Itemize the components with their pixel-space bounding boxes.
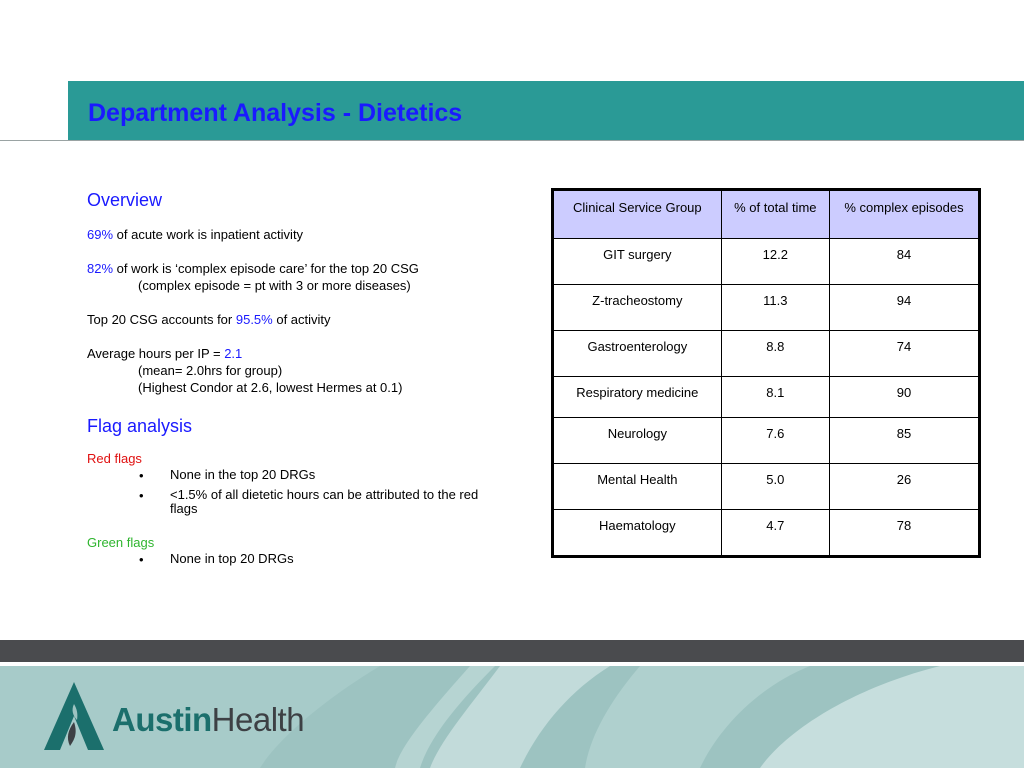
stat-value: 82% <box>87 261 114 276</box>
stat-text: of acute work is inpatient activity <box>113 227 304 242</box>
table-row <box>553 285 980 331</box>
table-row <box>553 331 980 377</box>
list-item <box>87 467 507 484</box>
bullet-icon: • <box>139 552 144 567</box>
slide-title: Department Analysis - Dietetics <box>88 99 463 127</box>
stat-suffix: of activity <box>272 312 331 327</box>
list-item-text: <1.5% of all dietetic hours can be attributed to the red flags <box>170 487 479 516</box>
stat-value: 69% <box>87 227 114 242</box>
table-cell: 84 <box>829 239 979 285</box>
stat-text: of work is ‘complex episode care’ for the top 20 CSG <box>113 261 419 276</box>
overview-line-activity <box>87 311 507 328</box>
overview-line-complex <box>87 260 507 277</box>
red-flags-label: Red flags <box>87 451 142 466</box>
table-row <box>553 510 980 557</box>
column-header: Clinical Service Group <box>553 190 722 239</box>
table-cell: 4.7 <box>721 510 829 557</box>
overview-panel <box>87 188 507 568</box>
austin-health-logo <box>44 682 304 750</box>
table-row <box>553 239 980 285</box>
list-item <box>87 551 507 568</box>
table-cell: 8.8 <box>721 331 829 377</box>
table-row <box>553 377 980 418</box>
table-cell: 11.3 <box>721 285 829 331</box>
stat-value: 95.5% <box>235 312 273 327</box>
bullet-icon: • <box>139 488 144 503</box>
table-cell: Z-tracheostomy <box>553 285 722 331</box>
table-cell: Neurology <box>553 418 722 464</box>
table-cell: 74 <box>829 331 979 377</box>
stat-value: 2.1 <box>224 346 243 361</box>
table-cell: Haematology <box>553 510 722 557</box>
table-header-row <box>553 190 980 239</box>
table-cell: 12.2 <box>721 239 829 285</box>
table-row <box>553 418 980 464</box>
column-header: % complex episodes <box>829 190 979 239</box>
overview-note: (Highest Condor at 2.6, lowest Hermes at 0.1) <box>138 380 403 395</box>
austin-health-logo-icon <box>44 682 104 750</box>
table-cell: 5.0 <box>721 464 829 510</box>
overview-line-hours <box>87 345 507 362</box>
overview-note: (complex episode = pt with 3 or more diseases) <box>138 278 411 293</box>
table-row <box>553 464 980 510</box>
overview-heading: Overview <box>87 190 163 210</box>
table-cell: Respiratory medicine <box>553 377 722 418</box>
table-cell: Mental Health <box>553 464 722 510</box>
header-divider <box>0 140 1024 141</box>
csg-table <box>551 188 981 558</box>
stat-text: Average hours per IP = <box>87 346 225 361</box>
table-cell: Gastroenterology <box>553 331 722 377</box>
austin-health-logo-text: AustinHealth <box>112 701 305 738</box>
list-item-text: None in the top 20 DRGs <box>170 467 316 482</box>
overview-line-inpatient <box>87 226 507 243</box>
bullet-icon: • <box>139 468 144 483</box>
table-cell: 7.6 <box>721 418 829 464</box>
table-cell: 94 <box>829 285 979 331</box>
list-item-text: None in top 20 DRGs <box>170 551 294 566</box>
list-item <box>87 487 507 516</box>
flag-analysis-heading: Flag analysis <box>87 416 193 436</box>
green-flags-label: Green flags <box>87 535 155 550</box>
column-header: % of total time <box>721 190 829 239</box>
footer-dark-band <box>0 640 1024 662</box>
overview-note: (mean= 2.0hrs for group) <box>138 363 283 378</box>
table-cell: 78 <box>829 510 979 557</box>
table-cell: 90 <box>829 377 979 418</box>
table-cell: 26 <box>829 464 979 510</box>
stat-text: Top 20 CSG accounts for <box>87 312 236 327</box>
table-cell: GIT surgery <box>553 239 722 285</box>
table-cell: 85 <box>829 418 979 464</box>
table-cell: 8.1 <box>721 377 829 418</box>
